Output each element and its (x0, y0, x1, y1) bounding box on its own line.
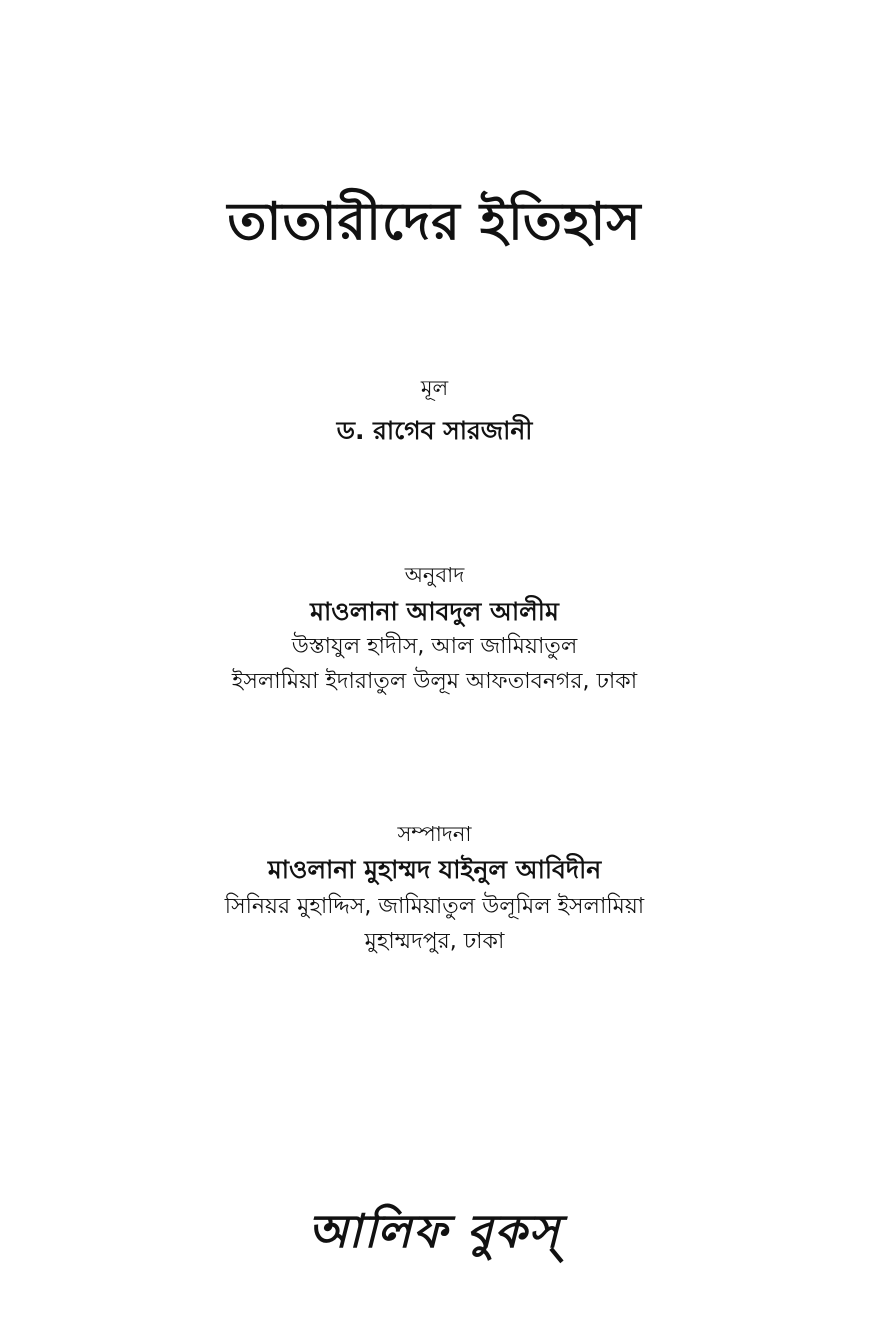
original-label: মূল (420, 376, 449, 400)
editing-label: সম্পাদনা (397, 822, 472, 846)
editor-affiliation-line1: সিনিয়র মুহাদ্দিস, জামিয়াতুল উলূমিল ইসলামিয়া (224, 894, 645, 919)
book-title: তাতারীদের ইতিহাস (227, 192, 642, 252)
publisher-logo-text: আলিফ বুকস্ (308, 1204, 561, 1258)
translator-affiliation-line2: ইসলামিয়া ইদারাতুল উলূম আফতাবনগর, ঢাকা (231, 669, 638, 694)
editor-name: মাওলানা মুহাম্মদ যাইনুল আবিদীন (267, 855, 602, 884)
author-name: ড. রাগেব সারজানী (336, 416, 533, 445)
translator-affiliation-line1: উস্তাযুল হাদীস, আল জামিয়াতুল (291, 634, 578, 659)
editor-affiliation-line2: মুহাম্মদপুর, ঢাকা (364, 929, 505, 954)
translator-name: মাওলানা আবদুল আলীম (310, 597, 559, 626)
translation-label: অনুবাদ (404, 563, 465, 587)
